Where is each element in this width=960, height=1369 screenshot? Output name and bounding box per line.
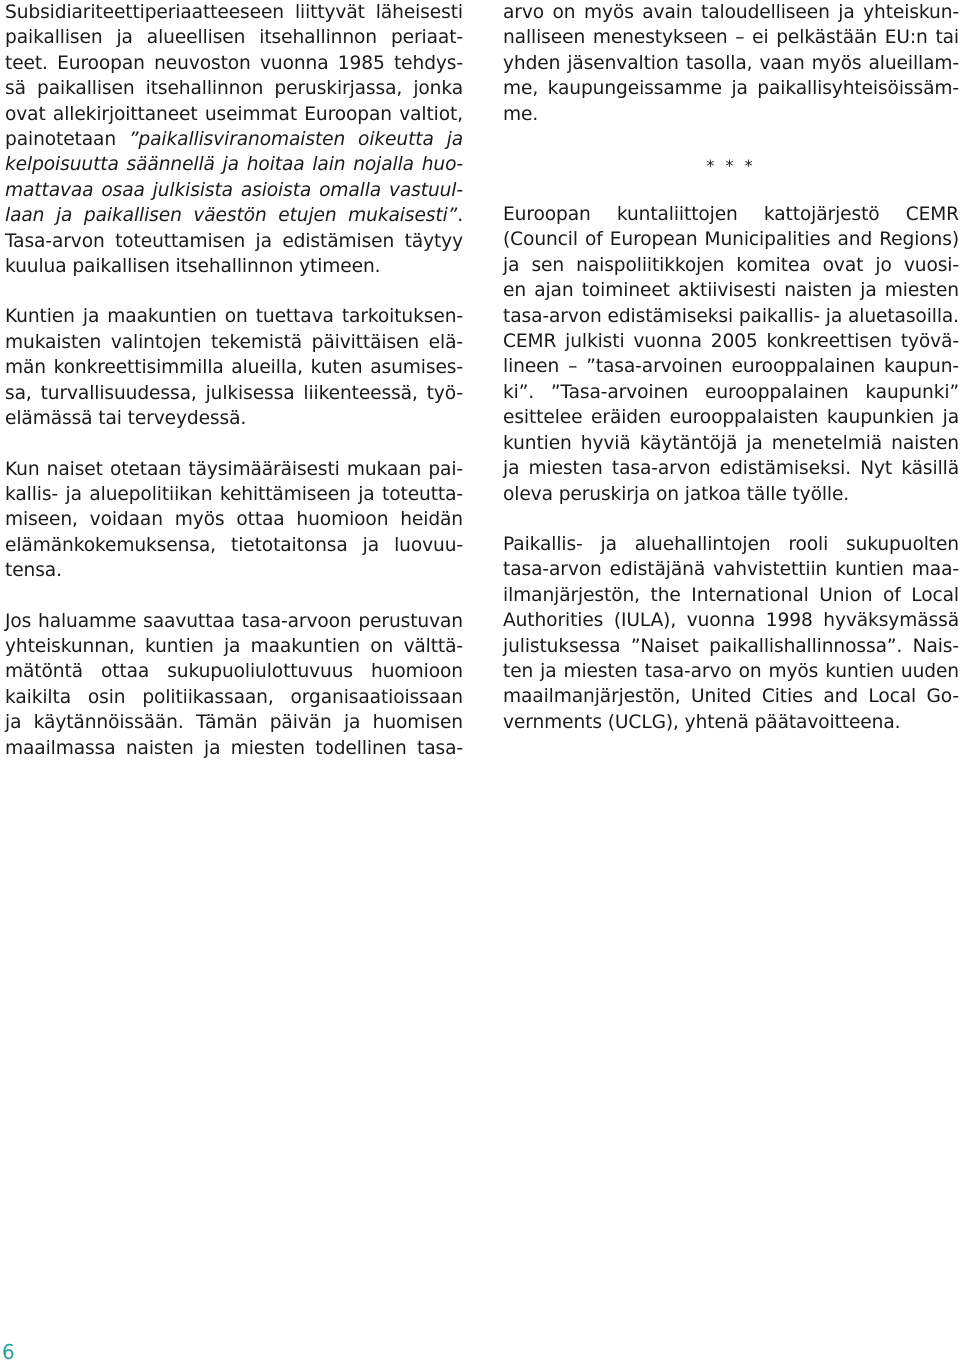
text-line: me. <box>503 103 539 125</box>
text-plain: . <box>457 205 463 227</box>
text-line: ja miesten tasa-arvon edistämiseksi. Nyt käsillä <box>503 458 959 480</box>
text-line: ja sen naispoliitikkojen komitea ovat jo vuosi- <box>503 254 959 276</box>
paragraph-women-participation <box>5 457 463 584</box>
text-line: tasa-arvon edistämiseksi paikallis- ja aluetasoilla. <box>503 305 959 327</box>
text-line-mixed <box>5 127 463 152</box>
text-line: Subsidiariteettiperiaatteeseen liittyvät läheisesti <box>5 2 463 23</box>
text-line: yhteiskunnan, kuntien ja maakuntien on välttä- <box>5 635 463 657</box>
quote-italic: mattavaa osaa julkisista asioista omalla vastuul- <box>5 179 463 201</box>
paragraph-subsidiarity <box>5 0 463 279</box>
paragraph-daily-life <box>5 304 463 431</box>
text-line: ten ja miesten tasa-arvo on myös kuntien uuden <box>503 660 959 682</box>
text-line: en ajan toimineet aktiivisesti naisten ja miesten <box>503 280 959 302</box>
quote-line <box>5 178 463 203</box>
text-line: tasa-arvon edistäjänä vahvistettiin kuntien maa- <box>503 559 959 581</box>
paragraph-gender-dimension <box>5 609 463 761</box>
text-line: Kun naiset otetaan täysimääräisesti mukaan pai- <box>5 458 463 480</box>
text-line: teet. Euroopan neuvoston vuonna 1985 tehdys- <box>5 52 463 74</box>
text-line: CEMR julkisti vuonna 2005 konkreettisen työvä- <box>503 331 959 353</box>
text-line: nalliseen menestykseen – ei pelkästään EU:n tai <box>503 27 959 49</box>
text-line: Authorities (IULA), vuonna 1998 hyväksymässä <box>503 610 959 632</box>
text-line: yhden jäsenvaltion tasolla, vaan myös alueillam- <box>503 52 959 74</box>
quote-italic: kelpoisuutta säännellä ja hoitaa lain nojalla huo- <box>5 154 463 176</box>
text-line: arvo on myös avain taloudelliseen ja yhteiskun- <box>503 2 959 23</box>
text-line: tensa. <box>5 560 62 582</box>
text-line: julistuksessa ”Naiset paikallishallinnossa”. Nais- <box>503 635 959 657</box>
text-line: lineen – ”tasa-arvoinen eurooppalainen kaupun- <box>503 356 959 378</box>
text-line-mixed <box>5 203 463 228</box>
text-line: Paikallis- ja aluehallintojen rooli sukupuolten <box>503 533 959 555</box>
text-line: elämänkokemuksensa, tietotaitonsa ja luovuu- <box>5 534 463 556</box>
section-separator: * * * <box>706 156 756 176</box>
text-line: Euroopan kuntaliittojen kattojärjestö CEMR <box>503 204 959 226</box>
text-line: ilmanjärjestön, the International Union of Local <box>503 584 959 606</box>
paragraph-cemr <box>503 202 959 507</box>
text-line: mätöntä ottaa sukupuoliulottuvuus huomioon <box>5 661 463 683</box>
paragraph-iula-uclg <box>503 532 959 735</box>
text-line: elämässä tai terveydessä. <box>5 408 247 430</box>
text-line: sä paikallisen itsehallinnon peruskirjassa, jonka <box>5 78 463 100</box>
paragraph-continuation <box>503 0 959 127</box>
text-line: mukaisten valintojen tekemistä päivittäisen elä- <box>5 331 463 353</box>
text-line: kuulua paikallisen itsehallinnon ytimeen. <box>5 256 381 278</box>
text-line: Kuntien ja maakuntien on tuettava tarkoituksen- <box>5 306 463 328</box>
text-line: kaikilta osin politiikassaan, organisaatioissaan <box>5 686 463 708</box>
text-line: maailmanjärjestön, United Cities and Local Go- <box>503 686 959 708</box>
text-line: miseen, voidaan myös ottaa huomioon heidän <box>5 509 463 531</box>
text-line: kallis- ja aluepolitiikan kehittämiseen ja toteutta- <box>5 483 463 505</box>
text-line: män konkreettisimmilla alueilla, kuten asumises- <box>5 357 463 379</box>
text-line: ovat allekirjoittaneet useimmat Euroopan valtiot, <box>5 103 463 125</box>
text-line: maailmassa naisten ja miesten todellinen tasa- <box>5 737 463 759</box>
text-line: ja käytännöissään. Tämän päivän ja huomisen <box>5 712 463 734</box>
text-line: oleva peruskirja on jatkoa tälle työlle. <box>503 483 850 505</box>
text-line: Jos haluamme saavuttaa tasa-arvoon perustuvan <box>5 610 463 632</box>
left-column <box>5 0 463 786</box>
text-line: me, kaupungeissamme ja paikallisyhteisöissäm- <box>503 78 959 100</box>
text-line: (Council of European Municipalities and Regions) <box>503 229 959 251</box>
text-line: kuntien hyviä käytäntöjä ja menetelmiä naisten <box>503 432 959 454</box>
text-line: paikallisen ja alueellisen itsehallinnon periaat- <box>5 27 463 49</box>
page-number: 6 <box>2 1340 15 1364</box>
text-line: ki”. ”Tasa-arvoinen eurooppalainen kaupunki” <box>503 381 959 403</box>
quote-italic: laan ja paikallisen väestön etujen mukaisesti” <box>5 205 458 227</box>
quote-line <box>5 152 463 177</box>
quote-italic: ”paikallisviranomaisten oikeutta ja <box>128 129 463 151</box>
text-plain: painotetaan <box>5 129 129 151</box>
text-line: Tasa-arvon toteuttamisen ja edistämisen täytyy <box>5 230 463 252</box>
right-column <box>503 0 959 760</box>
text-line: sa, turvallisuudessa, julkisessa liikenteessä, työ- <box>5 382 463 404</box>
text-line: vernments (UCLG), yhtenä päätavoitteena. <box>503 711 901 733</box>
text-line: esittelee eräiden eurooppalaisten kaupunkien ja <box>503 407 959 429</box>
